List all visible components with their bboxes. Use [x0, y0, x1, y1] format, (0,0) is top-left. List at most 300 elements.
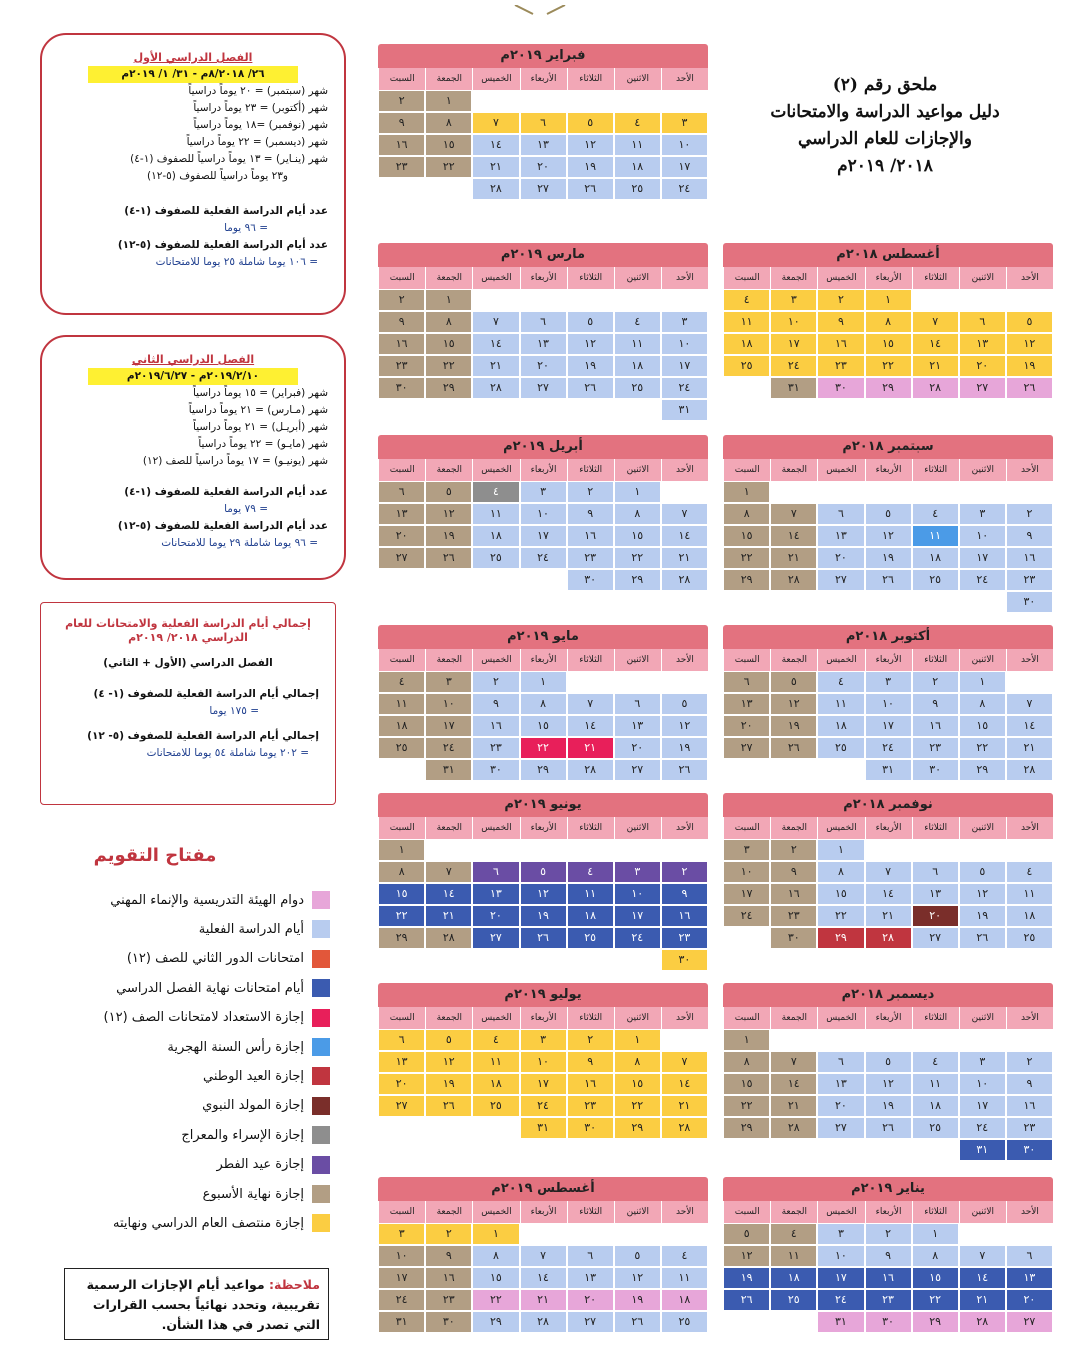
- day-cell: ٢٤: [614, 927, 661, 949]
- weekday-label: الاثنين: [614, 459, 661, 481]
- empty-cell: [1006, 289, 1053, 311]
- day-cell: ١٤: [661, 525, 708, 547]
- weekday-label: الثلاثاء: [567, 459, 614, 481]
- day-cell: ١: [614, 481, 661, 503]
- weekday-label: السبت: [378, 459, 425, 481]
- day-cell: ١٤: [472, 134, 519, 156]
- day-cell: ١٣: [817, 1073, 864, 1095]
- day-cell: ١٦: [567, 1073, 614, 1095]
- day-cell: ٥: [425, 1029, 472, 1051]
- empty-cell: [1006, 1029, 1053, 1051]
- weekday-label: الخميس: [472, 68, 519, 90]
- day-cell: ٣١: [661, 399, 708, 421]
- legend-item: [20, 1064, 330, 1088]
- calendar-oct18: [723, 625, 1053, 781]
- day-cell: ٥: [567, 112, 614, 134]
- day-cell: ١٨: [614, 156, 661, 178]
- day-cell: ٢٩: [912, 1311, 959, 1333]
- day-cell: ١٢: [567, 333, 614, 355]
- day-cell: ٢٥: [1006, 927, 1053, 949]
- day-cell: ٢٢: [817, 905, 864, 927]
- weekday-label: الاثنين: [959, 817, 1006, 839]
- totals-t1-label: إجمالي أيام الدراسة الفعلية للصفوف (١- ٤): [93, 688, 319, 700]
- semester1-box: [40, 33, 346, 315]
- day-cell: ١: [378, 839, 425, 861]
- day-cell: ١٦: [1006, 1095, 1053, 1117]
- empty-cell: [567, 671, 614, 693]
- day-cell: ١٤: [770, 1073, 817, 1095]
- weekday-header: [378, 1201, 708, 1223]
- day-cell: ٢١: [472, 355, 519, 377]
- day-cell: ١١: [472, 1051, 519, 1073]
- day-cell: ٢: [817, 289, 864, 311]
- day-cell: ٦: [520, 112, 567, 134]
- day-cell: ٢٣: [817, 355, 864, 377]
- day-cell: ٢٥: [912, 1117, 959, 1139]
- day-cell: ٢٢: [959, 737, 1006, 759]
- day-cell: ١٥: [520, 715, 567, 737]
- day-cell: ٢٨: [770, 1117, 817, 1139]
- day-cell: ١٩: [567, 156, 614, 178]
- weekday-label: الأربعاء: [520, 459, 567, 481]
- legend-swatch: [312, 1097, 330, 1115]
- day-cell: ١: [912, 1223, 959, 1245]
- day-cell: ١٢: [425, 503, 472, 525]
- day-cell: ٢٧: [378, 1095, 425, 1117]
- empty-cell: [425, 839, 472, 861]
- weekday-label: الاثنين: [614, 1201, 661, 1223]
- day-cell: ٧: [865, 861, 912, 883]
- weekday-label: الاثنين: [614, 267, 661, 289]
- day-cell: ٣: [520, 1029, 567, 1051]
- day-cell: ٥: [520, 861, 567, 883]
- weekday-label: السبت: [723, 649, 770, 671]
- day-cell: ٣٠: [770, 927, 817, 949]
- calendar-aug19: [378, 1177, 708, 1333]
- day-cell: ٢١: [770, 1095, 817, 1117]
- day-cell: ١١: [723, 311, 770, 333]
- semester2-line: شهر (مايـو) = ٢٢ يوماً دراسياً: [198, 438, 328, 450]
- weekday-header: [378, 1007, 708, 1029]
- legend-item: [20, 1182, 330, 1206]
- day-cell: ٢٣: [1006, 569, 1053, 591]
- day-cell: ٩: [912, 693, 959, 715]
- day-cell: ٢١: [912, 355, 959, 377]
- empty-cell: [770, 1029, 817, 1051]
- empty-cell: [520, 289, 567, 311]
- day-cell: ٤: [1006, 861, 1053, 883]
- day-cell: ١٩: [520, 905, 567, 927]
- day-cell: ٢٤: [425, 737, 472, 759]
- day-cell: ٢٥: [912, 569, 959, 591]
- day-cell: ١١: [912, 1073, 959, 1095]
- weekday-label: الخميس: [472, 1201, 519, 1223]
- day-cell: ١٤: [661, 1073, 708, 1095]
- day-cell: ٢٢: [912, 1289, 959, 1311]
- day-cell: ٣١: [865, 759, 912, 781]
- day-cell: ١٦: [770, 883, 817, 905]
- day-cell: ١٥: [425, 333, 472, 355]
- legend-label: إجازة منتصف العام الدراسي ونهايته: [113, 1215, 304, 1231]
- weekday-label: الاثنين: [614, 649, 661, 671]
- day-cell: ٢٨: [865, 927, 912, 949]
- day-cell: ١٢: [723, 1245, 770, 1267]
- day-cell: ٢٦: [520, 927, 567, 949]
- day-cell: ٢٦: [865, 1117, 912, 1139]
- weekday-label: الجمعة: [770, 817, 817, 839]
- empty-cell: [614, 289, 661, 311]
- legend-label: إجازة نهاية الأسبوع: [202, 1186, 304, 1202]
- day-cell: ٦: [1006, 1245, 1053, 1267]
- day-cell: ١٥: [425, 134, 472, 156]
- calendar-title: يناير ٢٠١٩م: [723, 1177, 1053, 1201]
- day-cell: ١٠: [770, 311, 817, 333]
- empty-cell: [770, 481, 817, 503]
- day-cell: ٢٦: [567, 377, 614, 399]
- day-cell: ٧: [1006, 693, 1053, 715]
- calendar-title: مارس ٢٠١٩م: [378, 243, 708, 267]
- day-cell: ١٣: [723, 693, 770, 715]
- day-cell: ٣: [959, 1051, 1006, 1073]
- semester1-count1-label: عدد أيام الدراسة الفعلية للصفوف (١-٤): [124, 205, 328, 217]
- day-cell: ٧: [912, 311, 959, 333]
- day-cell: ٧: [661, 503, 708, 525]
- legend-item: [20, 917, 330, 941]
- day-cell: ٢١: [1006, 737, 1053, 759]
- day-cell: ٢١: [865, 905, 912, 927]
- day-cell: ٢٢: [865, 355, 912, 377]
- day-cell: ١٠: [520, 503, 567, 525]
- calendar-jan19: [723, 1177, 1053, 1333]
- day-cell: ٢٩: [614, 1117, 661, 1139]
- day-cell: ٧: [567, 693, 614, 715]
- weekday-label: الخميس: [472, 817, 519, 839]
- day-cell: ٨: [425, 112, 472, 134]
- day-cell: ٢٣: [472, 737, 519, 759]
- day-cell: ٢٥: [770, 1289, 817, 1311]
- weekday-label: الأحد: [1006, 1007, 1053, 1029]
- day-cell: ١٧: [614, 905, 661, 927]
- day-cell: ١٢: [567, 134, 614, 156]
- day-cell: ٧: [472, 311, 519, 333]
- day-cell: ٣٠: [1006, 591, 1053, 613]
- day-cell: ٢٨: [425, 927, 472, 949]
- legend-item: [20, 1211, 330, 1235]
- day-cell: ٥: [567, 311, 614, 333]
- day-cell: ٤: [472, 1029, 519, 1051]
- calendar-grid: [378, 1029, 708, 1139]
- note-box: [64, 1268, 329, 1340]
- day-cell: ١٩: [770, 715, 817, 737]
- day-cell: ١٨: [817, 715, 864, 737]
- weekday-label: الخميس: [472, 1007, 519, 1029]
- legend-label: امتحانات الدور الثاني للصف (١٢): [126, 951, 304, 967]
- empty-cell: [1006, 1223, 1053, 1245]
- title-line-3: والإجازات للعام الدراسي: [798, 129, 972, 149]
- day-cell: ١١: [378, 693, 425, 715]
- day-cell: ٢: [567, 481, 614, 503]
- day-cell: ٧: [770, 503, 817, 525]
- day-cell: ٢٢: [425, 156, 472, 178]
- weekday-label: الجمعة: [425, 267, 472, 289]
- day-cell: ١٨: [472, 1073, 519, 1095]
- calendar-grid: [378, 481, 708, 591]
- day-cell: ٣٠: [1006, 1139, 1053, 1161]
- day-cell: ٩: [1006, 525, 1053, 547]
- day-cell: ٢٤: [723, 905, 770, 927]
- semester1-count2-label: عدد أيام الدراسة الفعلية للصفوف (٥-١٢): [117, 239, 328, 251]
- weekday-label: الثلاثاء: [567, 68, 614, 90]
- day-cell: ١٥: [817, 883, 864, 905]
- day-cell: ٢٦: [959, 927, 1006, 949]
- day-cell: ١٠: [959, 525, 1006, 547]
- weekday-label: الاثنين: [959, 649, 1006, 671]
- day-cell: ١٦: [912, 715, 959, 737]
- day-cell: ١٨: [912, 1095, 959, 1117]
- calendar-mar19: [378, 243, 708, 421]
- day-cell: ٩: [472, 693, 519, 715]
- day-cell: ٣٠: [567, 569, 614, 591]
- empty-cell: [472, 839, 519, 861]
- day-cell: ٢٨: [661, 1117, 708, 1139]
- empty-cell: [1006, 481, 1053, 503]
- weekday-header: [723, 1201, 1053, 1223]
- day-cell: ٢٠: [567, 1289, 614, 1311]
- weekday-label: الخميس: [817, 1007, 864, 1029]
- day-cell: ٢٣: [661, 927, 708, 949]
- empty-cell: [661, 671, 708, 693]
- empty-cell: [912, 289, 959, 311]
- totals-t1-value: = ١٧٥ يوما: [209, 705, 259, 717]
- semester2-box: [40, 335, 346, 580]
- day-cell: ٤: [614, 311, 661, 333]
- day-cell: ٢٥: [817, 737, 864, 759]
- empty-cell: [614, 839, 661, 861]
- day-cell: ٢٢: [614, 547, 661, 569]
- day-cell: ٢١: [567, 737, 614, 759]
- day-cell: ١٩: [865, 1095, 912, 1117]
- semester2-count2-value: = ٩٦ يوما شاملة ٢٩ يوما للامتحانات: [161, 537, 318, 549]
- day-cell: ٣: [959, 503, 1006, 525]
- day-cell: ٢٧: [567, 1311, 614, 1333]
- note-label: ملاحظة:: [269, 1277, 320, 1292]
- day-cell: ١٢: [1006, 333, 1053, 355]
- legend-item: [20, 976, 330, 1000]
- calendar-jun19: [378, 793, 708, 971]
- day-cell: ١٤: [472, 333, 519, 355]
- day-cell: ١٠: [614, 883, 661, 905]
- day-cell: ٢٩: [865, 377, 912, 399]
- day-cell: ١٢: [661, 715, 708, 737]
- day-cell: ٢٦: [567, 178, 614, 200]
- day-cell: ٦: [817, 1051, 864, 1073]
- semester2-line: شهر (فبراير) = ١٥ يوماً دراسياً: [192, 387, 328, 399]
- weekday-label: الأحد: [661, 817, 708, 839]
- day-cell: ٣١: [959, 1139, 1006, 1161]
- day-cell: ٣: [865, 671, 912, 693]
- weekday-label: الثلاثاء: [567, 649, 614, 671]
- day-cell: ٧: [472, 112, 519, 134]
- calendar-title: يوليو ٢٠١٩م: [378, 983, 708, 1007]
- weekday-header: [378, 817, 708, 839]
- empty-cell: [912, 1029, 959, 1051]
- weekday-label: السبت: [723, 817, 770, 839]
- day-cell: ٤: [661, 1245, 708, 1267]
- day-cell: ٢٥: [614, 178, 661, 200]
- day-cell: ٢٧: [472, 927, 519, 949]
- empty-cell: [959, 289, 1006, 311]
- empty-cell: [614, 90, 661, 112]
- empty-cell: [614, 1223, 661, 1245]
- day-cell: ٣: [378, 1223, 425, 1245]
- legend-label: إجازة رأس السنة الهجرية: [167, 1039, 304, 1055]
- weekday-label: الأربعاء: [865, 649, 912, 671]
- day-cell: ٢: [1006, 503, 1053, 525]
- day-cell: ٢٢: [723, 547, 770, 569]
- weekday-label: الأربعاء: [520, 817, 567, 839]
- day-cell: ١٢: [865, 525, 912, 547]
- day-cell: ١٧: [959, 1095, 1006, 1117]
- day-cell: ٢٤: [661, 178, 708, 200]
- day-cell: ١٤: [770, 525, 817, 547]
- legend-label: دوام الهيئة التدريسية والإنماء المهني: [110, 892, 304, 908]
- day-cell: ١٢: [520, 883, 567, 905]
- weekday-header: [378, 68, 708, 90]
- day-cell: ٤: [378, 671, 425, 693]
- day-cell: ٢٩: [723, 1117, 770, 1139]
- day-cell: ٢٢: [723, 1095, 770, 1117]
- semester1-line: شهر (ديسمبر) = ٢٢ يوماً دراسياً: [186, 136, 328, 148]
- day-cell: ١: [959, 671, 1006, 693]
- weekday-label: الجمعة: [770, 1201, 817, 1223]
- empty-cell: [817, 481, 864, 503]
- semester1-count1-value: = ٩٦ يوما: [224, 222, 268, 234]
- empty-cell: [865, 481, 912, 503]
- legend-label: إجازة المولد النبوي: [202, 1098, 304, 1114]
- day-cell: ٣١: [817, 1311, 864, 1333]
- day-cell: ٢٣: [770, 905, 817, 927]
- day-cell: ٣٠: [425, 1311, 472, 1333]
- weekday-label: السبت: [378, 68, 425, 90]
- day-cell: ١٧: [959, 547, 1006, 569]
- legend-swatch: [312, 1156, 330, 1174]
- day-cell: ١٧: [425, 715, 472, 737]
- day-cell: ٤: [567, 861, 614, 883]
- day-cell: ٢٧: [378, 547, 425, 569]
- day-cell: ٢٨: [959, 1311, 1006, 1333]
- day-cell: ١٤: [520, 1267, 567, 1289]
- day-cell: ٢٥: [567, 927, 614, 949]
- day-cell: ٢١: [770, 547, 817, 569]
- day-cell: ٢١: [661, 1095, 708, 1117]
- day-cell: ١٣: [520, 134, 567, 156]
- day-cell: ٤: [912, 503, 959, 525]
- weekday-label: الأربعاء: [520, 649, 567, 671]
- day-cell: ٦: [520, 311, 567, 333]
- semester2-dates: ٢٠١٩/٢/١٠م - ٢٠١٩/٦/٢٧م: [88, 368, 298, 385]
- day-cell: ١٩: [567, 355, 614, 377]
- legend-item: [20, 888, 330, 912]
- calendar-grid: [723, 1223, 1053, 1333]
- day-cell: ٣: [817, 1223, 864, 1245]
- day-cell: ١٠: [865, 693, 912, 715]
- weekday-label: الخميس: [472, 459, 519, 481]
- day-cell: ١٨: [472, 525, 519, 547]
- empty-cell: [661, 90, 708, 112]
- day-cell: ١٥: [614, 525, 661, 547]
- day-cell: ٢١: [520, 1289, 567, 1311]
- day-cell: ٥: [1006, 311, 1053, 333]
- day-cell: ١٥: [723, 1073, 770, 1095]
- day-cell: ٢: [425, 1223, 472, 1245]
- title-line-2: دليل مواعيد الدراسة والامتحانات: [770, 102, 1000, 122]
- day-cell: ٦: [378, 1029, 425, 1051]
- day-cell: ١١: [912, 525, 959, 547]
- weekday-label: الأحد: [661, 459, 708, 481]
- empty-cell: [520, 90, 567, 112]
- day-cell: ٢٧: [959, 377, 1006, 399]
- day-cell: ٢٥: [378, 737, 425, 759]
- day-cell: ٦: [959, 311, 1006, 333]
- empty-cell: [661, 839, 708, 861]
- empty-cell: [614, 671, 661, 693]
- day-cell: ١٠: [378, 1245, 425, 1267]
- day-cell: ٤: [770, 1223, 817, 1245]
- day-cell: ٣٠: [865, 1311, 912, 1333]
- day-cell: ٥: [614, 1245, 661, 1267]
- weekday-label: الثلاثاء: [567, 1201, 614, 1223]
- day-cell: ٢٧: [520, 178, 567, 200]
- day-cell: ٢: [378, 289, 425, 311]
- weekday-label: الأربعاء: [520, 1007, 567, 1029]
- day-cell: ١٣: [567, 1267, 614, 1289]
- day-cell: ١: [614, 1029, 661, 1051]
- weekday-label: الثلاثاء: [567, 267, 614, 289]
- weekday-label: السبت: [723, 267, 770, 289]
- day-cell: ١٧: [378, 1267, 425, 1289]
- day-cell: ٨: [425, 311, 472, 333]
- day-cell: ٤: [614, 112, 661, 134]
- title-line-4: ٢٠١٨/ ٢٠١٩م: [837, 156, 933, 176]
- day-cell: ١٩: [661, 737, 708, 759]
- legend-label: إجازة الاستعداد لامتحانات الصف (١٢): [103, 1010, 304, 1026]
- calendar-title: نوفمبر ٢٠١٨م: [723, 793, 1053, 817]
- weekday-label: الاثنين: [959, 1007, 1006, 1029]
- day-cell: ١٤: [425, 883, 472, 905]
- day-cell: ١٧: [817, 1267, 864, 1289]
- day-cell: ٢٨: [661, 569, 708, 591]
- calendar-grid: [723, 1029, 1053, 1161]
- day-cell: ٦: [614, 693, 661, 715]
- day-cell: ٩: [817, 311, 864, 333]
- calendar-grid: [378, 90, 708, 200]
- empty-cell: [959, 839, 1006, 861]
- calendar-grid: [378, 839, 708, 971]
- day-cell: ٩: [661, 883, 708, 905]
- weekday-label: الجمعة: [770, 1007, 817, 1029]
- day-cell: ٢٨: [520, 1311, 567, 1333]
- day-cell: ١٦: [865, 1267, 912, 1289]
- legend-swatch: [312, 1009, 330, 1027]
- day-cell: ٢٤: [520, 1095, 567, 1117]
- weekday-label: الأحد: [661, 68, 708, 90]
- day-cell: ١٢: [614, 1267, 661, 1289]
- totals-box: [40, 602, 336, 805]
- day-cell: ١٧: [865, 715, 912, 737]
- weekday-label: الجمعة: [425, 68, 472, 90]
- day-cell: ٢٤: [770, 355, 817, 377]
- day-cell: ٢٨: [1006, 759, 1053, 781]
